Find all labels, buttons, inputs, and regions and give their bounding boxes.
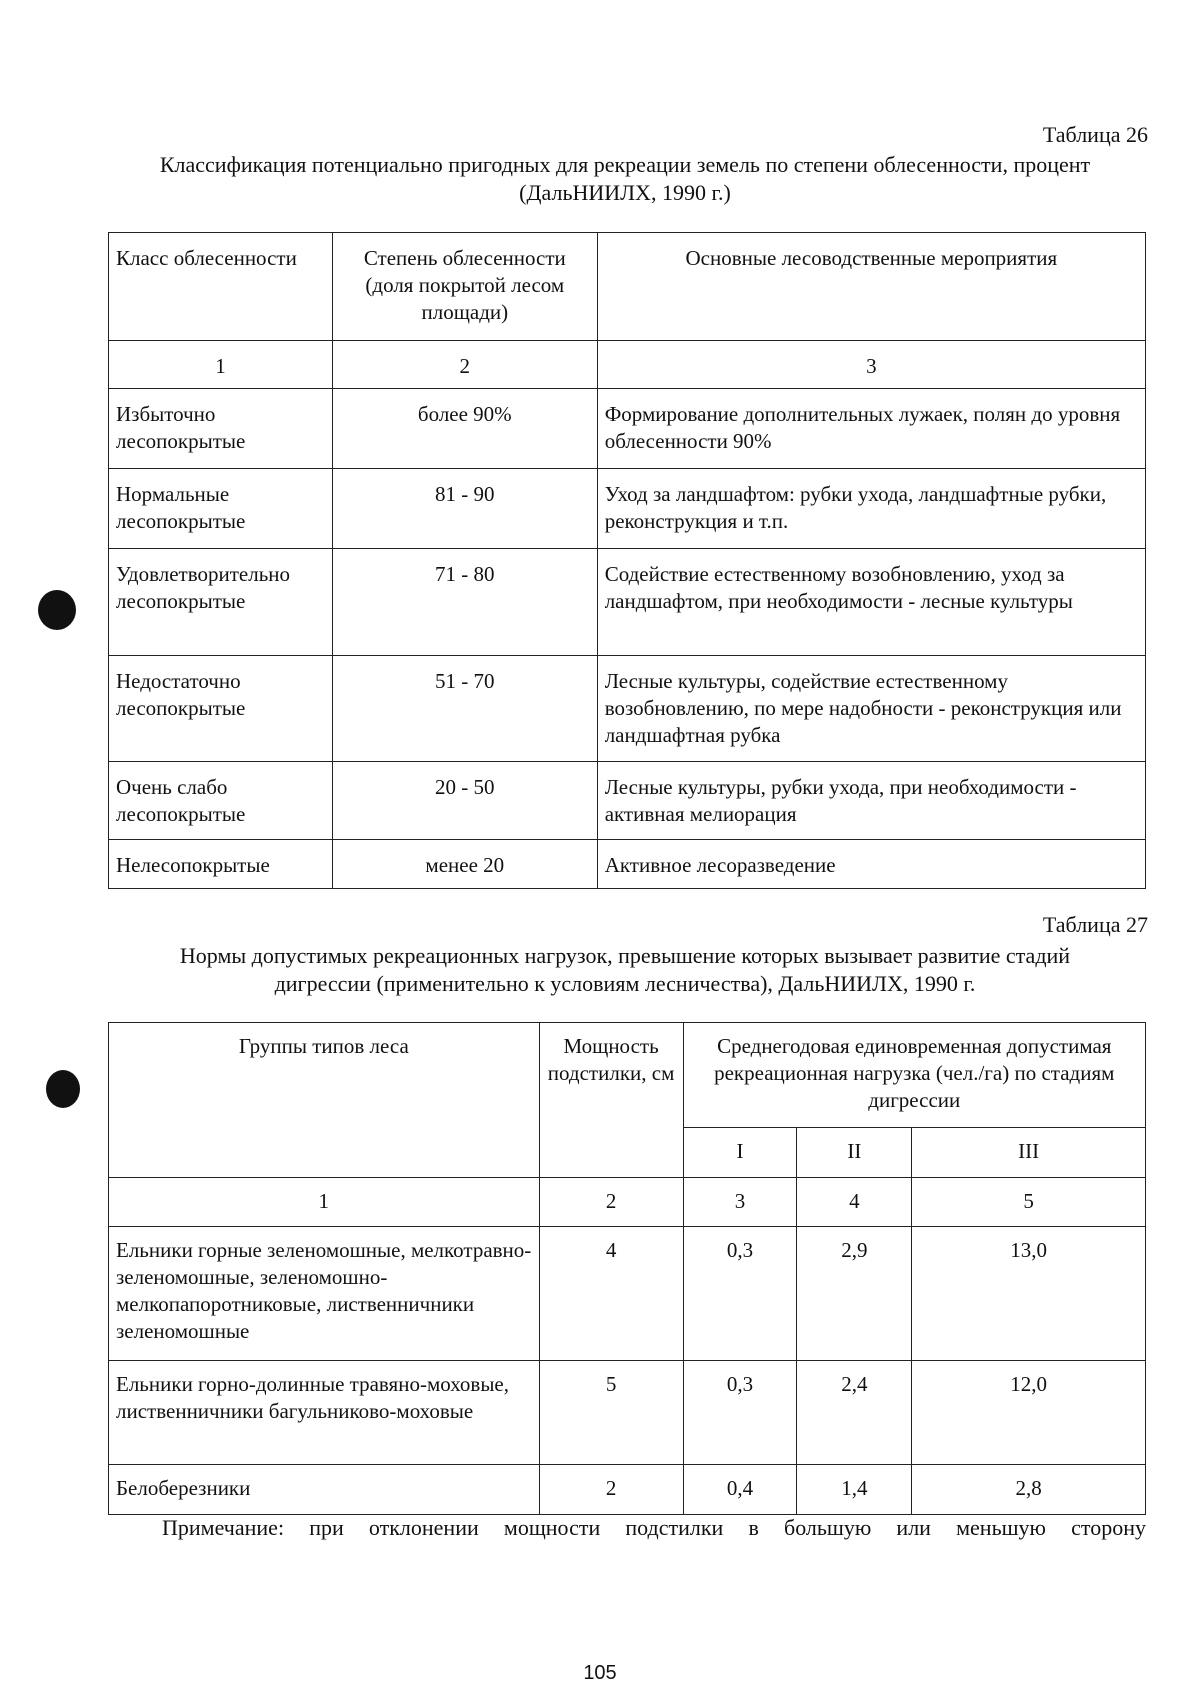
- column-number: 2: [332, 341, 597, 389]
- table-row: [109, 549, 1146, 656]
- forest-class: Удовлетворительно лесопокрытые: [109, 549, 333, 656]
- table26-caption-line1: Классификация потенциально пригодных для рекреации земель по степени облесенности, процент: [159, 152, 1091, 177]
- table27-caption-line2: дигрессии (применительно к условиям лесничества), ДальНИИЛХ, 1990 г.: [274, 971, 976, 996]
- header-cell: Класс облесенности: [109, 233, 333, 341]
- table27-note: Примечание: при отклонении мощности подстилки в большую или меньшую сторону: [162, 1515, 1146, 1540]
- table26-number: Таблица 26: [1042, 122, 1148, 147]
- forest-degree: менее 20: [332, 840, 597, 889]
- forest-class: Нелесопокрытые: [109, 840, 333, 889]
- column-number: 1: [109, 341, 333, 389]
- header-cell: Группы типов леса: [109, 1023, 540, 1178]
- forest-degree: 20 - 50: [332, 762, 597, 840]
- column-number: 4: [797, 1178, 912, 1227]
- forest-degree: 51 - 70: [332, 656, 597, 762]
- litter-thickness: 5: [539, 1361, 683, 1465]
- table-row: [109, 656, 1146, 762]
- table-row: [109, 389, 1146, 469]
- header-cell: Основные лесоводственные мероприятия: [597, 233, 1145, 341]
- table-header-row: [109, 233, 1146, 341]
- table27-caption: [100, 942, 1150, 998]
- stage-1-load: 0,3: [683, 1361, 797, 1465]
- forest-measures: Содействие естественному возобновлению, уход за ландшафтом, при необходимости - лесные культуры: [597, 549, 1145, 656]
- scan-blot: [38, 590, 76, 630]
- column-number: 5: [912, 1178, 1146, 1227]
- table-row: [109, 1227, 1146, 1361]
- table26-caption-line2: (ДальНИИЛХ, 1990 г.): [519, 180, 731, 205]
- forest-group: Ельники горные зеленомошные, мелкотравно-зеленомошные, зеленомошно-мелкопапоротниковые, лиственничники зеленомошные: [109, 1227, 540, 1361]
- forest-group: Ельники горно-долинные травяно-моховые, лиственничники багульниково-моховые: [109, 1361, 540, 1465]
- litter-thickness: 4: [539, 1227, 683, 1361]
- table27-caption-line1: Нормы допустимых рекреационных нагрузок, превышение которых вызывает развитие стадий: [179, 943, 1071, 968]
- stage-1-load: 0,4: [683, 1465, 797, 1515]
- forest-class: Очень слабо лесопокрытые: [109, 762, 333, 840]
- stage-3-load: 13,0: [912, 1227, 1146, 1361]
- column-number: 1: [109, 1178, 540, 1227]
- table-row: [109, 1361, 1146, 1465]
- forest-measures: Лесные культуры, рубки ухода, при необходимости - активная мелиорация: [597, 762, 1145, 840]
- stage-3-load: 12,0: [912, 1361, 1146, 1465]
- forest-measures: Уход за ландшафтом: рубки ухода, ландшафтные рубки, реконструкция и т.п.: [597, 469, 1145, 549]
- forest-group: Белоберезники: [109, 1465, 540, 1515]
- stage-3-load: 2,8: [912, 1465, 1146, 1515]
- litter-thickness: 2: [539, 1465, 683, 1515]
- forest-degree: 81 - 90: [332, 469, 597, 549]
- forest-measures: Лесные культуры, содействие естественному возобновлению, по мере надобности - реконструкция или ландшафтная рубка: [597, 656, 1145, 762]
- header-cell: Степень облесенности (доля покрытой лесом площади): [332, 233, 597, 341]
- stage-header: II: [797, 1128, 912, 1178]
- table26-caption: [100, 151, 1150, 207]
- forest-class: Недостаточно лесопокрытые: [109, 656, 333, 762]
- stage-header: III: [912, 1128, 1146, 1178]
- table-row: [109, 1465, 1146, 1515]
- forest-measures: Формирование дополнительных лужаек, полян до уровня облесенности 90%: [597, 389, 1145, 469]
- header-cell: Мощность подстилки, см: [539, 1023, 683, 1178]
- column-number: 3: [597, 341, 1145, 389]
- column-number: 3: [683, 1178, 797, 1227]
- page-number: 105: [583, 1662, 617, 1684]
- table-27: [108, 1022, 1146, 1515]
- stage-header: I: [683, 1128, 797, 1178]
- header-cell: Среднегодовая единовременная допустимая рекреационная нагрузка (чел./га) по стадиям дигрессии: [683, 1023, 1145, 1128]
- table-row: [109, 469, 1146, 549]
- column-number-row: [109, 1178, 1146, 1227]
- table-26: [108, 232, 1146, 889]
- column-number: 2: [539, 1178, 683, 1227]
- table-row: [109, 762, 1146, 840]
- stage-1-load: 0,3: [683, 1227, 797, 1361]
- forest-degree: 71 - 80: [332, 549, 597, 656]
- scan-blot: [46, 1070, 80, 1108]
- stage-2-load: 1,4: [797, 1465, 912, 1515]
- table-header-row: [109, 1023, 1146, 1128]
- table-row: [109, 840, 1146, 889]
- stage-2-load: 2,9: [797, 1227, 912, 1361]
- forest-class: Избыточно лесопокрытые: [109, 389, 333, 469]
- stage-2-load: 2,4: [797, 1361, 912, 1465]
- table27-number: Таблица 27: [1042, 912, 1148, 937]
- forest-measures: Активное лесоразведение: [597, 840, 1145, 889]
- column-number-row: [109, 341, 1146, 389]
- forest-degree: более 90%: [332, 389, 597, 469]
- forest-class: Нормальные лесопокрытые: [109, 469, 333, 549]
